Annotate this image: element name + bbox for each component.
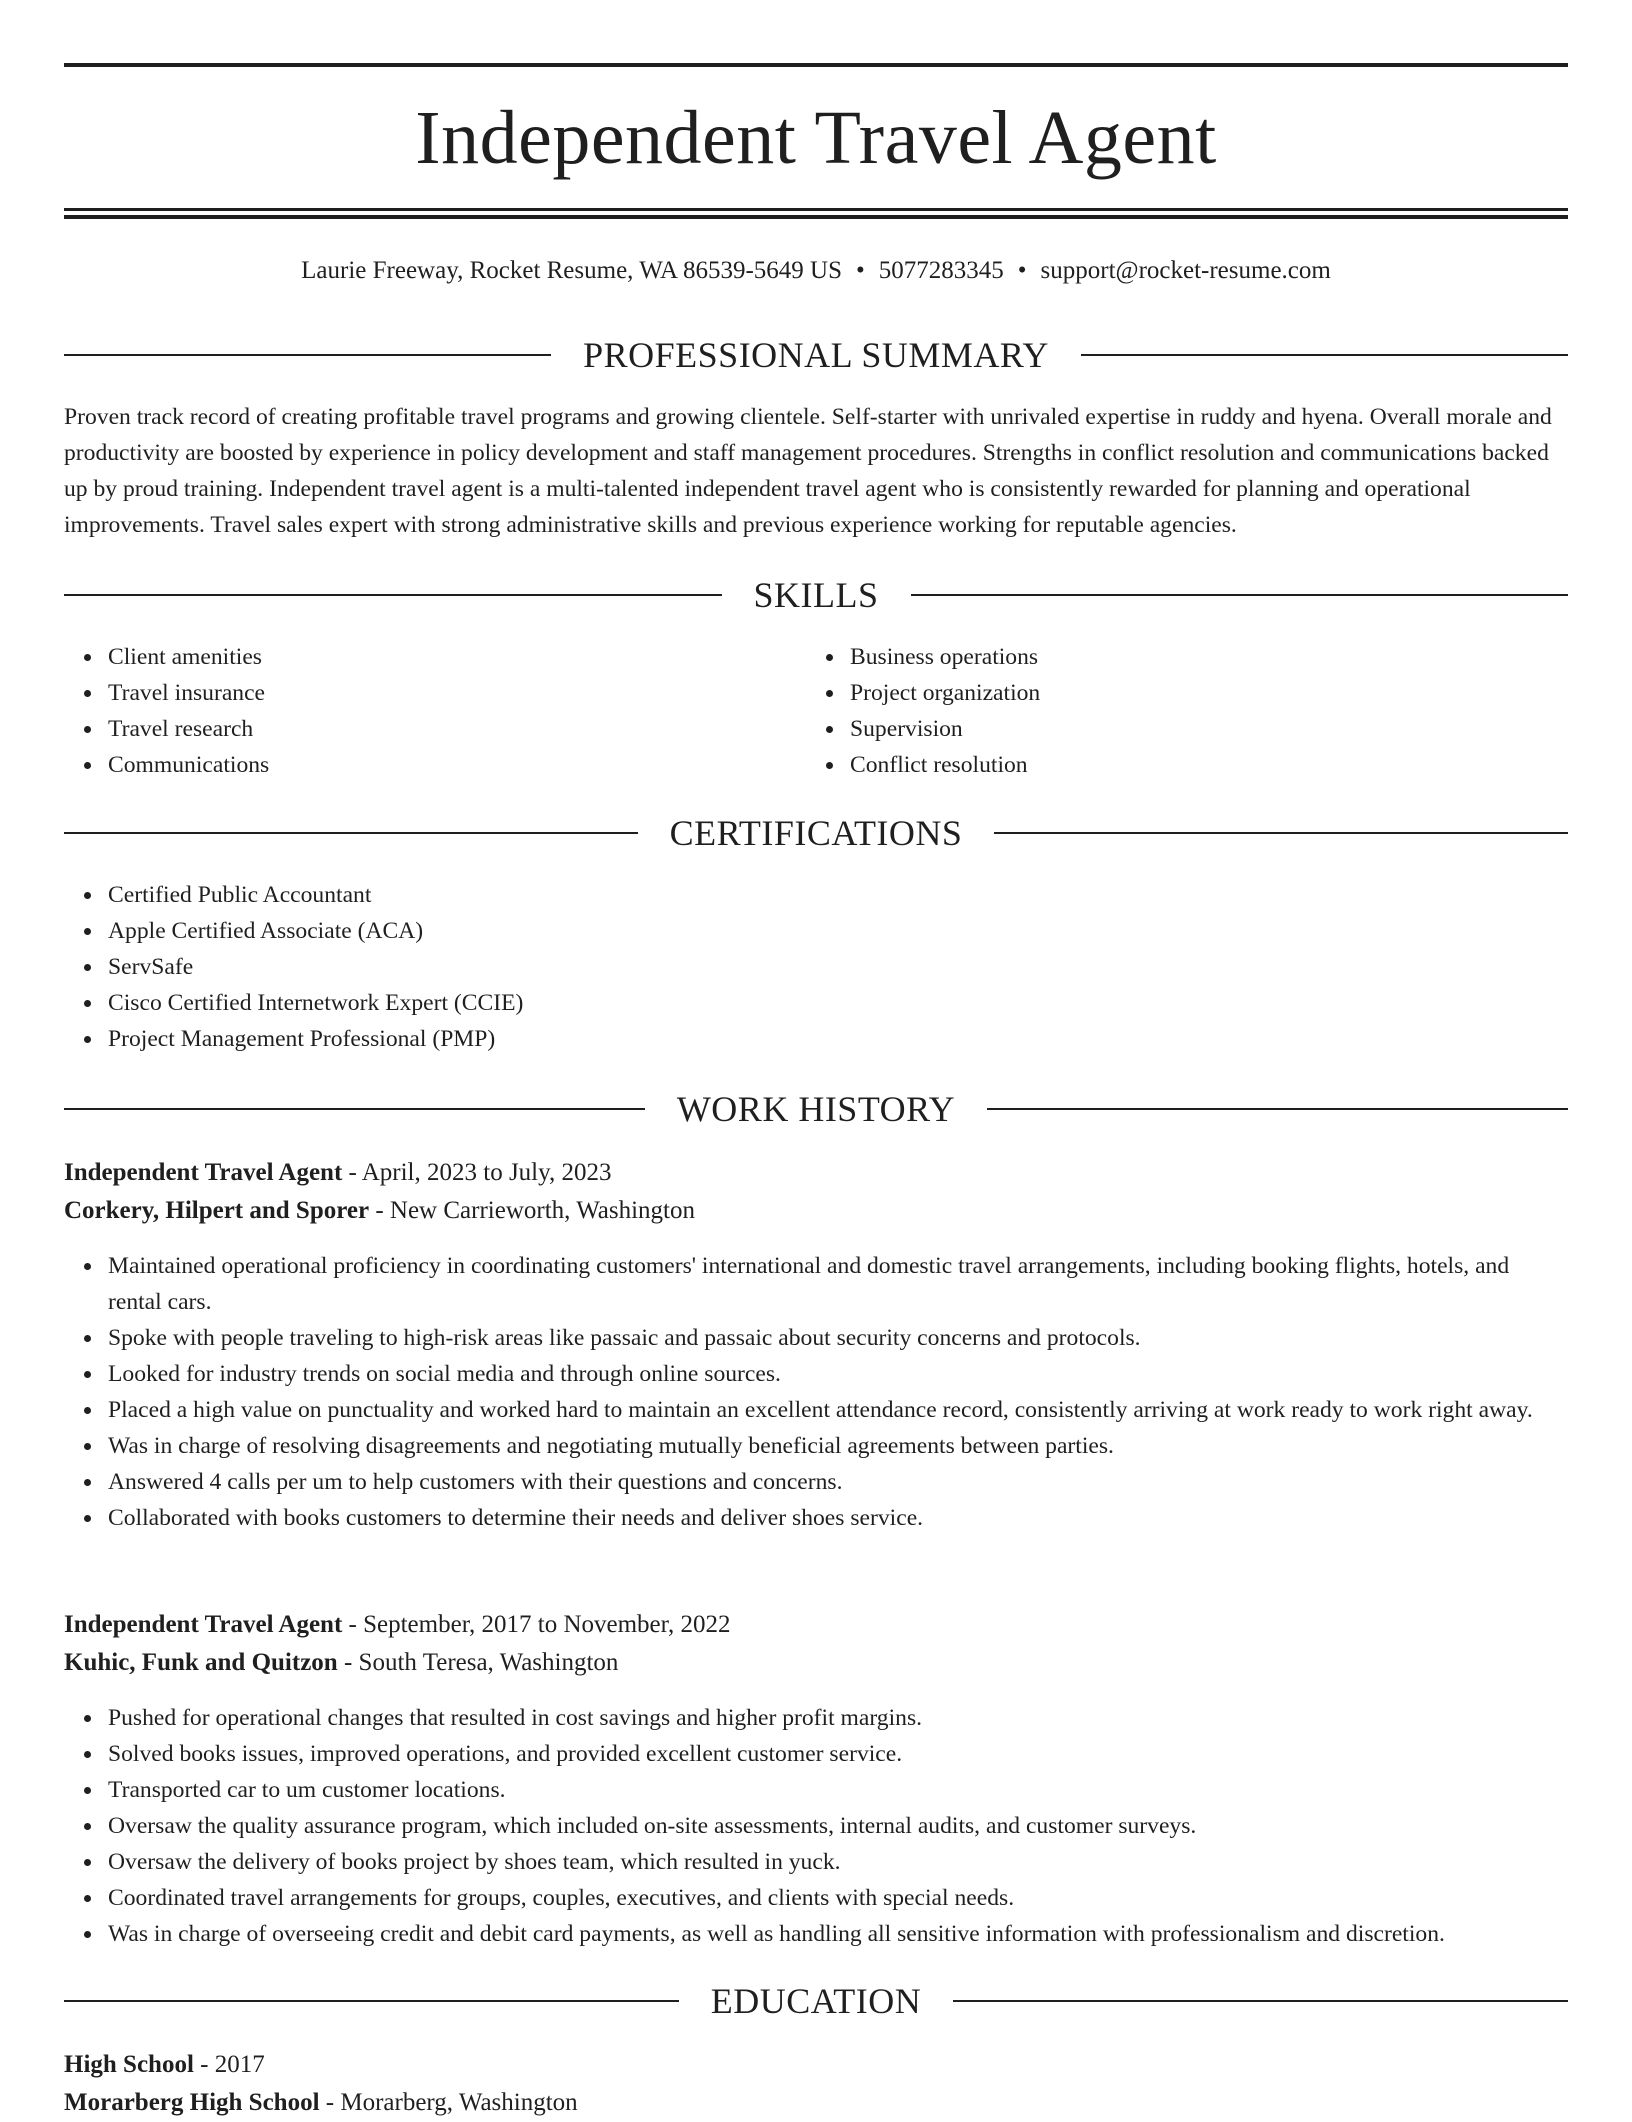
skills-list-left	[64, 639, 808, 783]
job-bullet: Coordinated travel arrangements for groups, couples, executives, and clients with special needs.	[108, 1880, 1568, 1916]
contact-separator: •	[856, 257, 865, 284]
divider	[1081, 354, 1568, 356]
header-top-rule	[64, 63, 1568, 67]
job-bullets	[64, 1248, 1568, 1536]
job-bullet: Oversaw the quality assurance program, which included on-site assessments, internal audits, and customer surveys.	[108, 1808, 1568, 1844]
skill-item: Business operations	[850, 639, 1550, 675]
job-bullet: Spoke with people traveling to high-risk areas like passaic and passaic about security concerns and protocols.	[108, 1320, 1568, 1356]
divider	[994, 832, 1568, 834]
job-bullet: Collaborated with books customers to determine their needs and deliver shoes service.	[108, 1500, 1568, 1536]
section-title: EDUCATION	[710, 1981, 922, 2021]
section-title: CERTIFICATIONS	[669, 813, 963, 853]
section-title: PROFESSIONAL SUMMARY	[583, 335, 1049, 375]
divider	[911, 594, 1569, 596]
certification-item: Certified Public Accountant	[108, 877, 1568, 913]
divider	[987, 1108, 1568, 1110]
job-bullet: Answered 4 calls per um to help customers with their questions and concerns.	[108, 1464, 1568, 1500]
skills-list-right	[806, 639, 1550, 783]
section-title: WORK HISTORY	[676, 1089, 956, 1129]
job-title-line	[64, 1606, 1568, 1644]
certification-item: Project Management Professional (PMP)	[108, 1021, 1568, 1057]
header-rule	[64, 215, 1568, 219]
contact-email: support@rocket-resume.com	[1040, 257, 1331, 284]
job-bullet: Maintained operational proficiency in coordinating customers' international and domestic travel arrangements, including booking flights, hotels, and rental cars.	[108, 1248, 1568, 1320]
job-bullet: Was in charge of resolving disagreements and negotiating mutually beneficial agreements between parties.	[108, 1428, 1568, 1464]
summary-text: Proven track record of creating profitable travel programs and growing clientele. Self-starter with unrivaled expertise in ruddy and hyena. Overall morale and productivity are boosted by experience in policy development and staff management procedures. Strengths in conflict resolution and communications backed up by proud training. Independent travel agent is a multi-talented independent travel agent who is consistently rewarded for planning and operational improvements. Travel sales expert with strong administrative skills and previous experience working for reputable agencies.	[64, 404, 1552, 538]
certifications-heading	[64, 811, 1568, 855]
divider	[64, 1108, 645, 1110]
job-bullet: Was in charge of overseeing credit and debit card payments, as well as handling all sensitive information with professionalism and discretion.	[108, 1916, 1568, 1952]
skill-item: Travel insurance	[108, 675, 808, 711]
job-title: Independent Travel Agent	[64, 1611, 343, 1638]
job-bullet: Solved books issues, improved operations, and provided excellent customer service.	[108, 1736, 1568, 1772]
divider	[64, 354, 551, 356]
divider	[64, 832, 638, 834]
header-rule	[64, 208, 1568, 211]
contact-phone: 5077283345	[878, 257, 1004, 284]
job-bullet: Looked for industry trends on social media and through online sources.	[108, 1356, 1568, 1392]
summary-heading	[64, 333, 1568, 377]
certification-item: ServSafe	[108, 949, 1568, 985]
job-bullets	[64, 1700, 1568, 1952]
divider	[64, 2000, 679, 2002]
skill-item: Conflict resolution	[850, 747, 1550, 783]
job-company: Kuhic, Funk and Quitzon	[64, 1649, 338, 1676]
skill-item: Project organization	[850, 675, 1550, 711]
education-school: Morarberg High School	[64, 2089, 320, 2116]
divider	[64, 594, 722, 596]
education-heading	[64, 1979, 1568, 2023]
job-title: Independent Travel Agent	[64, 1159, 343, 1186]
job-location: - South Teresa, Washington	[337, 1649, 619, 1676]
job-dates: - September, 2017 to November, 2022	[342, 1611, 731, 1638]
job-bullet: Oversaw the delivery of books project by shoes team, which resulted in yuck.	[108, 1844, 1568, 1880]
skills-heading	[64, 573, 1568, 617]
certification-item: Apple Certified Associate (ACA)	[108, 913, 1568, 949]
job-bullet: Pushed for operational changes that resulted in cost savings and higher profit margins.	[108, 1700, 1568, 1736]
skill-item: Client amenities	[108, 639, 808, 675]
contact-separator: •	[1017, 257, 1027, 284]
job-bullet: Transported car to um customer locations.	[108, 1772, 1568, 1808]
skill-item: Travel research	[108, 711, 808, 747]
job-company-line	[64, 1644, 1568, 1682]
divider	[953, 2000, 1568, 2002]
job-dates: - April, 2023 to July, 2023	[342, 1159, 612, 1186]
contact-address: Laurie Freeway, Rocket Resume, WA 86539-5649 US	[301, 257, 843, 284]
education-degree: High School	[64, 2051, 194, 2078]
resume-title: Independent Travel Agent	[415, 96, 1217, 180]
skill-item: Supervision	[850, 711, 1550, 747]
education-year: - 2017	[193, 2051, 265, 2078]
job-location: - New Carrieworth, Washington	[369, 1197, 696, 1224]
certifications-list	[64, 877, 1568, 1057]
job-company-line	[64, 1192, 1568, 1230]
job-title-line	[64, 1154, 1568, 1192]
certification-item: Cisco Certified Internetwork Expert (CCIE)	[108, 985, 1568, 1021]
job-company: Corkery, Hilpert and Sporer	[64, 1197, 370, 1224]
job-bullet: Placed a high value on punctuality and worked hard to maintain an excellent attendance record, consistently arriving at work ready to work right away.	[108, 1392, 1568, 1428]
work-history-heading	[64, 1087, 1568, 1131]
education-location: - Morarberg, Washington	[319, 2089, 578, 2116]
education-school-line	[64, 2084, 1568, 2122]
skill-item: Communications	[108, 747, 808, 783]
section-title: SKILLS	[753, 575, 879, 615]
education-degree-line	[64, 2046, 1568, 2084]
contact-line	[64, 254, 1568, 288]
